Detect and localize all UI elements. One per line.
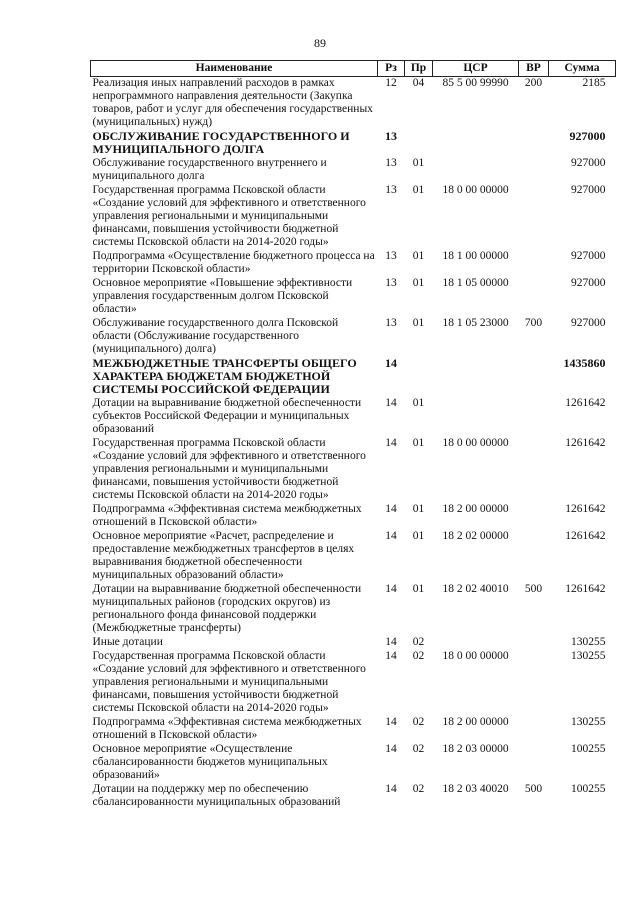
table-row: [91, 743, 616, 783]
cell-rz: 13: [385, 277, 397, 289]
cell-name: Подпрограмма «Осуществление бюджетного процесса на территории Псковской области»: [92, 250, 375, 275]
cell-csr: 18 2 03 00000: [442, 743, 509, 755]
cell-vr: [519, 716, 549, 743]
cell-sum: 1261642: [565, 437, 606, 449]
cell-name: Подпрограмма «Эффективная система межбюджетных отношений в Псковской области»: [92, 716, 362, 741]
cell-csr: [433, 636, 519, 650]
cell-pr: 01: [412, 530, 425, 542]
table-row: [91, 437, 616, 503]
cell-rz: 14: [385, 636, 397, 648]
cell-sum: 927000: [571, 250, 606, 262]
table-row: [91, 397, 616, 437]
cell-csr: 18 1 05 00000: [442, 277, 509, 289]
cell-sum: 100255: [571, 743, 606, 755]
cell-rz: 13: [385, 317, 397, 329]
header-pr: Пр: [405, 61, 433, 77]
cell-rz: 14: [385, 743, 397, 755]
cell-sum: 927000: [571, 317, 606, 329]
cell-name: Основное мероприятие «Повышение эффективности управления государственным долгом Псковской области»: [92, 277, 353, 315]
cell-sum: 1435860: [563, 356, 606, 370]
cell-rz: 12: [385, 77, 397, 89]
cell-pr: 02: [412, 783, 425, 795]
cell-vr: [519, 530, 549, 583]
cell-csr: [433, 397, 519, 437]
cell-sum: 1261642: [565, 503, 606, 515]
table-row: [91, 783, 616, 810]
cell-rz: 14: [385, 783, 397, 795]
cell-csr: 18 2 00 00000: [442, 716, 509, 728]
cell-name: Подпрограмма «Эффективная система межбюджетных отношений в Псковской области»: [92, 503, 362, 528]
cell-name: Государственная программа Псковской области «Создание условий для эффективного и ответственного управления региональными и муниципальными финансами, повышения устойчивости бюджетной системы Псковской области на 2014-2020 годы»: [92, 184, 366, 248]
cell-name: Иные дотации: [92, 636, 163, 648]
cell-vr: [519, 437, 549, 503]
cell-csr: 18 1 05 23000: [442, 317, 509, 329]
table-row: [91, 317, 616, 357]
cell-pr: 01: [412, 184, 425, 196]
cell-csr: [433, 357, 519, 397]
cell-pr: 01: [412, 583, 425, 595]
cell-name: Государственная программа Псковской области «Создание условий для эффективного и ответственного управления региональными и муниципальными финансами, повышения устойчивости бюджетной системы Псковской области на 2014-2020 годы»: [92, 650, 366, 714]
cell-pr: 02: [412, 716, 425, 728]
cell-rz: 14: [385, 650, 397, 662]
table-row: [91, 503, 616, 530]
table-row: [91, 530, 616, 583]
cell-rz: 13: [385, 157, 397, 169]
cell-rz: 14: [385, 437, 397, 449]
cell-csr: [433, 130, 519, 157]
cell-rz: 13: [385, 129, 397, 143]
cell-csr: 18 2 02 00000: [442, 530, 509, 542]
cell-pr: 04: [412, 77, 425, 89]
cell-vr: 200: [524, 77, 543, 89]
cell-name: Основное мероприятие «Осуществление сбалансированности бюджетов муниципальных образований»: [92, 743, 328, 781]
cell-name: ОБСЛУЖИВАНИЕ ГОСУДАРСТВЕННОГО И МУНИЦИПАЛЬНОГО ДОЛГА: [92, 129, 350, 156]
cell-name: Обслуживание государственного внутреннего и муниципального долга: [92, 157, 327, 182]
cell-vr: [519, 184, 549, 250]
header-vr: ВР: [519, 61, 549, 77]
cell-sum: 927000: [569, 129, 606, 143]
cell-pr: [405, 130, 433, 157]
cell-rz: 13: [385, 184, 397, 196]
table-row: [91, 716, 616, 743]
cell-vr: [519, 277, 549, 317]
cell-name: Дотации на поддержку мер по обеспечению сбалансированности муниципальных образований: [92, 783, 341, 808]
table-row: [91, 583, 616, 636]
cell-csr: 18 1 00 00000: [442, 250, 509, 262]
cell-pr: 01: [412, 503, 425, 515]
table-row: [91, 77, 616, 131]
cell-name: Дотации на выравнивание бюджетной обеспеченности муниципальных районов (городских округов) из регионального фонда финансовой поддержки (Межбюджетные трансферты): [92, 583, 362, 634]
cell-vr: [519, 250, 549, 277]
cell-pr: 01: [412, 250, 425, 262]
page-number: 89: [314, 36, 326, 50]
cell-sum: 1261642: [565, 530, 606, 542]
cell-name: Реализация иных направлений расходов в рамках непрограммного направления деятельности (Закупка товаров, работ и услуг для обеспечения государственных (муниципальных) нужд): [92, 77, 373, 128]
table-body: [91, 77, 616, 811]
cell-rz: 14: [385, 530, 397, 542]
cell-vr: [519, 157, 549, 184]
cell-name: Дотации на выравнивание бюджетной обеспеченности субъектов Российской Федерации и муниципальных образований: [92, 397, 362, 435]
cell-vr: [519, 357, 549, 397]
cell-sum: 130255: [571, 716, 606, 728]
cell-csr: [433, 157, 519, 184]
cell-pr: 02: [412, 650, 425, 662]
cell-vr: 500: [524, 583, 543, 595]
cell-rz: 14: [385, 583, 397, 595]
cell-csr: 18 2 02 40010: [442, 583, 509, 595]
table-row: [91, 277, 616, 317]
cell-sum: 100255: [571, 783, 606, 795]
table-header-row: [91, 61, 616, 77]
cell-sum: 2185: [582, 77, 606, 89]
table-row: [91, 157, 616, 184]
cell-csr: 18 0 00 00000: [442, 437, 509, 449]
cell-sum: 1261642: [565, 397, 606, 409]
table-row: [91, 130, 616, 157]
cell-vr: [519, 743, 549, 783]
table-row: [91, 636, 616, 650]
cell-rz: 14: [385, 503, 397, 515]
table-row: [91, 357, 616, 397]
table-row: [91, 250, 616, 277]
cell-csr: 18 2 00 00000: [442, 503, 509, 515]
cell-name: Обслуживание государственного долга Псковской области (Обслуживание государственного (муниципального) долга): [92, 317, 339, 355]
cell-name: МЕЖБЮДЖЕТНЫЕ ТРАНСФЕРТЫ ОБЩЕГО ХАРАКТЕРА БЮДЖЕТАМ БЮДЖЕТНОЙ СИСТЕМЫ РОССИЙСКОЙ ФЕДЕРАЦИИ: [92, 356, 357, 396]
cell-rz: 14: [385, 716, 397, 728]
cell-vr: [519, 397, 549, 437]
cell-csr: 18 0 00 00000: [442, 650, 509, 662]
cell-pr: 01: [412, 277, 425, 289]
cell-vr: 500: [524, 783, 543, 795]
cell-sum: 927000: [571, 184, 606, 196]
cell-csr: 18 2 03 40020: [442, 783, 509, 795]
table-row: [91, 650, 616, 716]
budget-table: [90, 60, 616, 810]
cell-sum: 1261642: [565, 583, 606, 595]
header-rz: Рз: [378, 61, 405, 77]
cell-csr: 18 0 00 00000: [442, 184, 509, 196]
cell-pr: 01: [412, 397, 425, 409]
cell-rz: 14: [385, 356, 397, 370]
cell-vr: [519, 650, 549, 716]
header-csr: ЦСР: [433, 61, 519, 77]
cell-pr: 01: [412, 317, 425, 329]
table-row: [91, 184, 616, 250]
cell-sum: 130255: [571, 636, 606, 648]
cell-vr: [519, 130, 549, 157]
cell-pr: 02: [412, 743, 425, 755]
cell-pr: 01: [412, 437, 425, 449]
cell-vr: 700: [524, 317, 543, 329]
cell-sum: 927000: [571, 157, 606, 169]
cell-sum: 927000: [571, 277, 606, 289]
cell-rz: 13: [385, 250, 397, 262]
cell-csr: 85 5 00 99990: [442, 77, 509, 89]
cell-pr: 02: [412, 636, 425, 648]
header-sum: Сумма: [549, 61, 616, 77]
cell-vr: [519, 636, 549, 650]
cell-name: Основное мероприятие «Расчет, распределение и предоставление межбюджетных трансфертов в целях выравнивания бюджетной обеспеченности муниципальных образований области»: [92, 530, 355, 581]
cell-vr: [519, 503, 549, 530]
cell-pr: 01: [412, 157, 425, 169]
cell-sum: 130255: [571, 650, 606, 662]
header-name: Наименование: [91, 61, 378, 77]
cell-pr: [405, 357, 433, 397]
cell-name: Государственная программа Псковской области «Создание условий для эффективного и ответственного управления региональными и муниципальными финансами, повышения устойчивости бюджетной системы Псковской области на 2014-2020 годы»: [92, 437, 366, 501]
cell-rz: 14: [385, 397, 397, 409]
